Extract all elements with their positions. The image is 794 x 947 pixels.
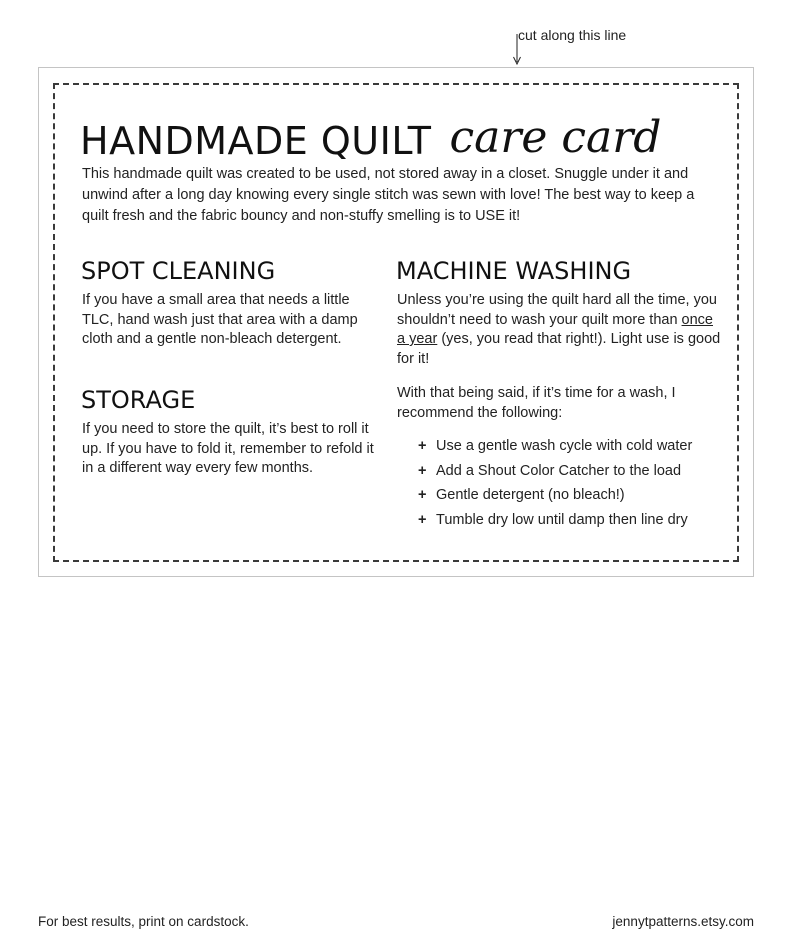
storage-heading: STORAGE xyxy=(81,386,196,414)
card-title xyxy=(80,104,661,164)
machine-washing-heading: MACHINE WASHING xyxy=(396,257,632,285)
machine-washing-text-start: Unless you’re using the quilt hard all the time, you shouldn’t need to wash your quilt more than xyxy=(397,292,717,328)
list-item xyxy=(418,436,692,461)
list-item-text: Use a gentle wash cycle with cold water xyxy=(436,438,693,454)
machine-washing-text-end: (yes, you read that right!). Light use is good for it! xyxy=(397,331,721,367)
plus-icon: + xyxy=(418,462,427,479)
cut-instruction: cut along this line xyxy=(518,27,627,43)
wash-recommendation-text: With that being said, if it’s time for a wash, I recommend the following: xyxy=(397,385,676,421)
wash-steps-list xyxy=(418,436,692,534)
machine-washing-text xyxy=(397,291,725,369)
plus-icon: + xyxy=(418,438,427,454)
down-arrow-icon xyxy=(512,34,522,66)
spot-cleaning-text: If you have a small area that needs a little TLC, hand wash just that area with a damp cloth and a gentle non-bleach detergent. xyxy=(82,292,358,347)
intro-paragraph: This handmade quilt was created to be used, not stored away in a closet. Snuggle under it and unwind after a long day knowing every single stitch was sewn with love! The best way to keep a quilt fresh and the fabric bouncy and non-stuffy smelling is to USE it! xyxy=(82,166,695,224)
list-item xyxy=(418,510,692,535)
list-item xyxy=(418,461,692,486)
list-item-text: Add a Shout Color Catcher to the load xyxy=(436,462,682,479)
once-a-year-emphasis: once a year xyxy=(397,311,713,347)
title-main: HANDMADE QUILT xyxy=(80,119,432,163)
list-item xyxy=(418,485,692,510)
plus-icon: + xyxy=(418,511,427,528)
print-tip: For best results, print on cardstock. xyxy=(38,914,249,929)
list-item-text: Gentle detergent (no bleach!) xyxy=(436,487,625,503)
storage-text: If you need to store the quilt, it’s best to roll it up. If you have to fold it, remember to refold it in a different way every few months. xyxy=(82,421,374,476)
title-script: care card xyxy=(449,112,662,163)
plus-icon: + xyxy=(418,487,427,503)
shop-url: jennytpatterns.etsy.com xyxy=(612,914,754,929)
list-item-text: Tumble dry low until damp then line dry xyxy=(436,511,688,528)
spot-cleaning-heading: SPOT CLEANING xyxy=(81,257,276,285)
